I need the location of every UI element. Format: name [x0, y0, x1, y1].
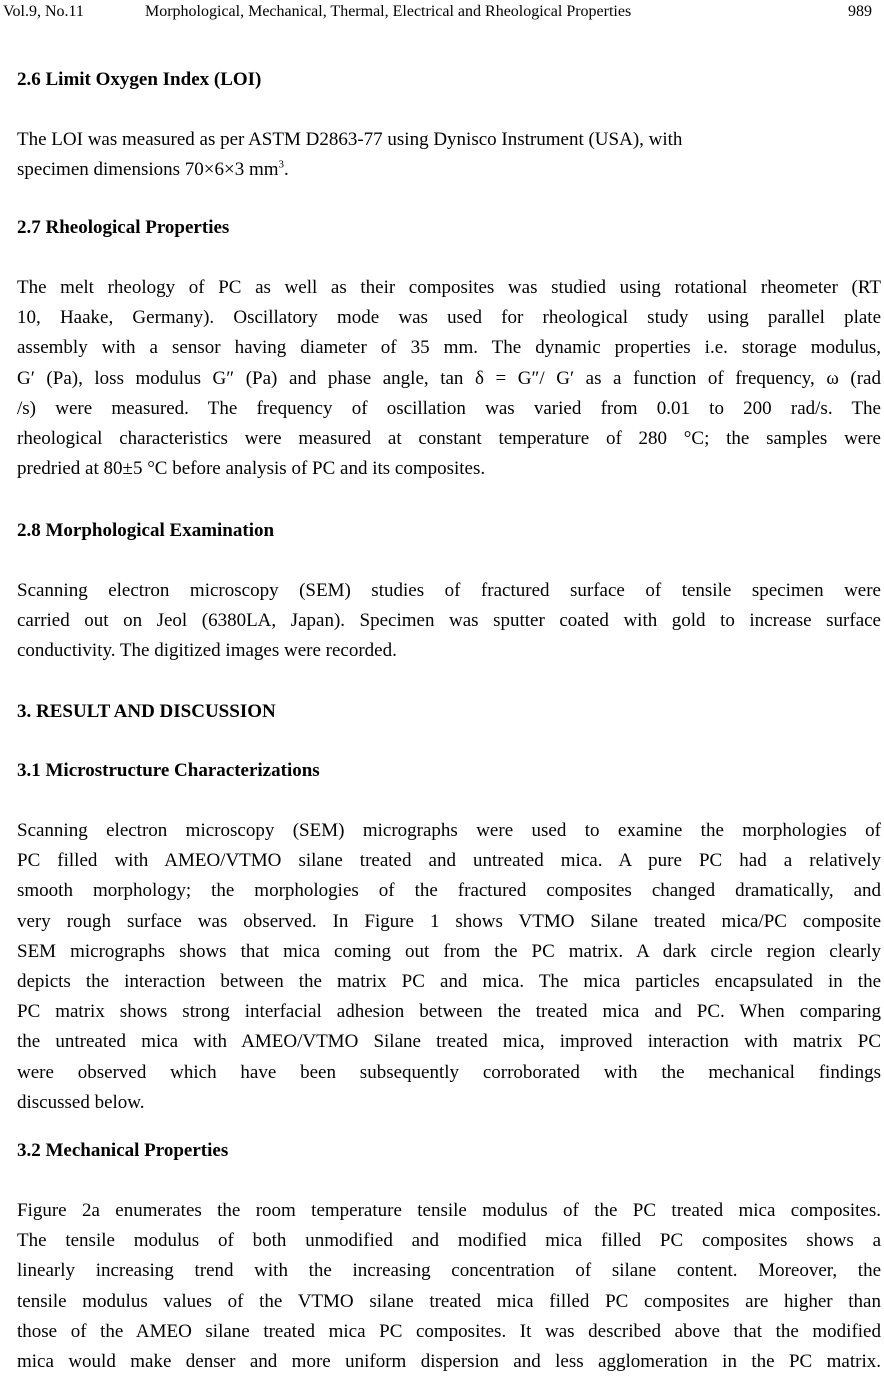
- section-heading-3: 3. RESULT AND DISCUSSION: [17, 701, 276, 722]
- paragraph-3-2: [17, 1196, 881, 1377]
- text-line: The LOI was measured as per ASTM D2863-77 using Dynisco Instrument (USA), with: [17, 129, 683, 150]
- text-line: those of the AMEO silane treated mica PC composites. It was described above that the modified: [17, 1320, 881, 1342]
- text-line: depicts the interaction between the matrix PC and mica. The mica particles encapsulated in the: [17, 970, 881, 992]
- journal-volume: Vol.9, No.11: [3, 3, 84, 20]
- text-line: rheological characteristics were measured at constant temperature of 280 °C; the samples were: [17, 427, 881, 449]
- text-line: smooth morphology; the morphologies of the fractured composites changed dramatically, and: [17, 880, 881, 902]
- text-line: The melt rheology of PC as well as their composites was studied using rotational rheometer (RT: [17, 277, 881, 298]
- running-title: Morphological, Mechanical, Thermal, Electrical and Rheological Properties: [145, 3, 632, 20]
- text-run: specimen dimensions 70×6×3 mm: [17, 159, 279, 181]
- text-line: Scanning electron microscopy (SEM) micrographs were used to examine the morphologies of: [17, 820, 881, 841]
- paragraph-2-6: [17, 125, 881, 185]
- text-line: PC matrix shows strong interfacial adhesion between the treated mica and PC. When comparing: [17, 1001, 881, 1023]
- text-line: predried at 80±5 °C before analysis of PC and its composites.: [17, 458, 486, 480]
- text-line: conductivity. The digitized images were recorded.: [17, 640, 397, 662]
- text-line: PC filled with AMEO/VTMO silane treated and untreated mica. A pure PC had a relatively: [17, 850, 881, 872]
- text-line: carried out on Jeol (6380LA, Japan). Specimen was sputter coated with gold to increase surface: [17, 610, 881, 632]
- text-line: assembly with a sensor having diameter of 35 mm. The dynamic properties i.e. storage modulus,: [17, 337, 881, 359]
- text-line: G′ (Pa), loss modulus G″ (Pa) and phase angle, tan δ = G″/ G′ as a function of frequency, ω (rad: [17, 367, 881, 389]
- text-line: the untreated mica with AMEO/VTMO Silane treated mica, improved interaction with matrix PC: [17, 1031, 881, 1053]
- paragraph-2-7: [17, 273, 881, 484]
- section-heading-2-6: 2.6 Limit Oxygen Index (LOI): [17, 69, 262, 90]
- text-line: Figure 2a enumerates the room temperature tensile modulus of the PC treated mica composites.: [17, 1200, 881, 1221]
- text-line: The tensile modulus of both unmodified and modified mica filled PC composites shows a: [17, 1230, 881, 1252]
- superscript: 3: [278, 158, 285, 171]
- section-heading-2-7: 2.7 Rheological Properties: [17, 217, 230, 238]
- page-number: 989: [848, 3, 872, 20]
- text-line: Scanning electron microscopy (SEM) studies of fractured surface of tensile specimen were: [17, 580, 881, 601]
- text-line: mica would make denser and more uniform dispersion and less agglomeration in the PC matrix.: [17, 1350, 881, 1372]
- text-line: tensile modulus values of the VTMO silane treated mica filled PC composites are higher than: [17, 1290, 881, 1312]
- text-line: were observed which have been subsequently corroborated with the mechanical findings: [17, 1061, 881, 1083]
- text-line: [17, 155, 881, 185]
- text-line: SEM micrographs shows that mica coming out from the PC matrix. A dark circle region clearly: [17, 940, 881, 962]
- section-heading-3-2: 3.2 Mechanical Properties: [17, 1140, 229, 1161]
- section-heading-3-1: 3.1 Microstructure Characterizations: [17, 760, 320, 781]
- paragraph-3-1: [17, 816, 881, 1118]
- text-line: discussed below.: [17, 1091, 145, 1113]
- text-line: /s) were measured. The frequency of oscillation was varied from 0.01 to 200 rad/s. The: [17, 397, 881, 419]
- text-run: .: [284, 159, 289, 181]
- text-line: linearly increasing trend with the increasing concentration of silane content. Moreover, the: [17, 1260, 881, 1282]
- section-heading-2-8: 2.8 Morphological Examination: [17, 520, 275, 541]
- text-line: very rough surface was observed. In Figure 1 shows VTMO Silane treated mica/PC composite: [17, 910, 881, 932]
- text-line: 10, Haake, Germany). Oscillatory mode was used for rheological study using parallel plate: [17, 307, 881, 329]
- paragraph-2-8: [17, 576, 881, 667]
